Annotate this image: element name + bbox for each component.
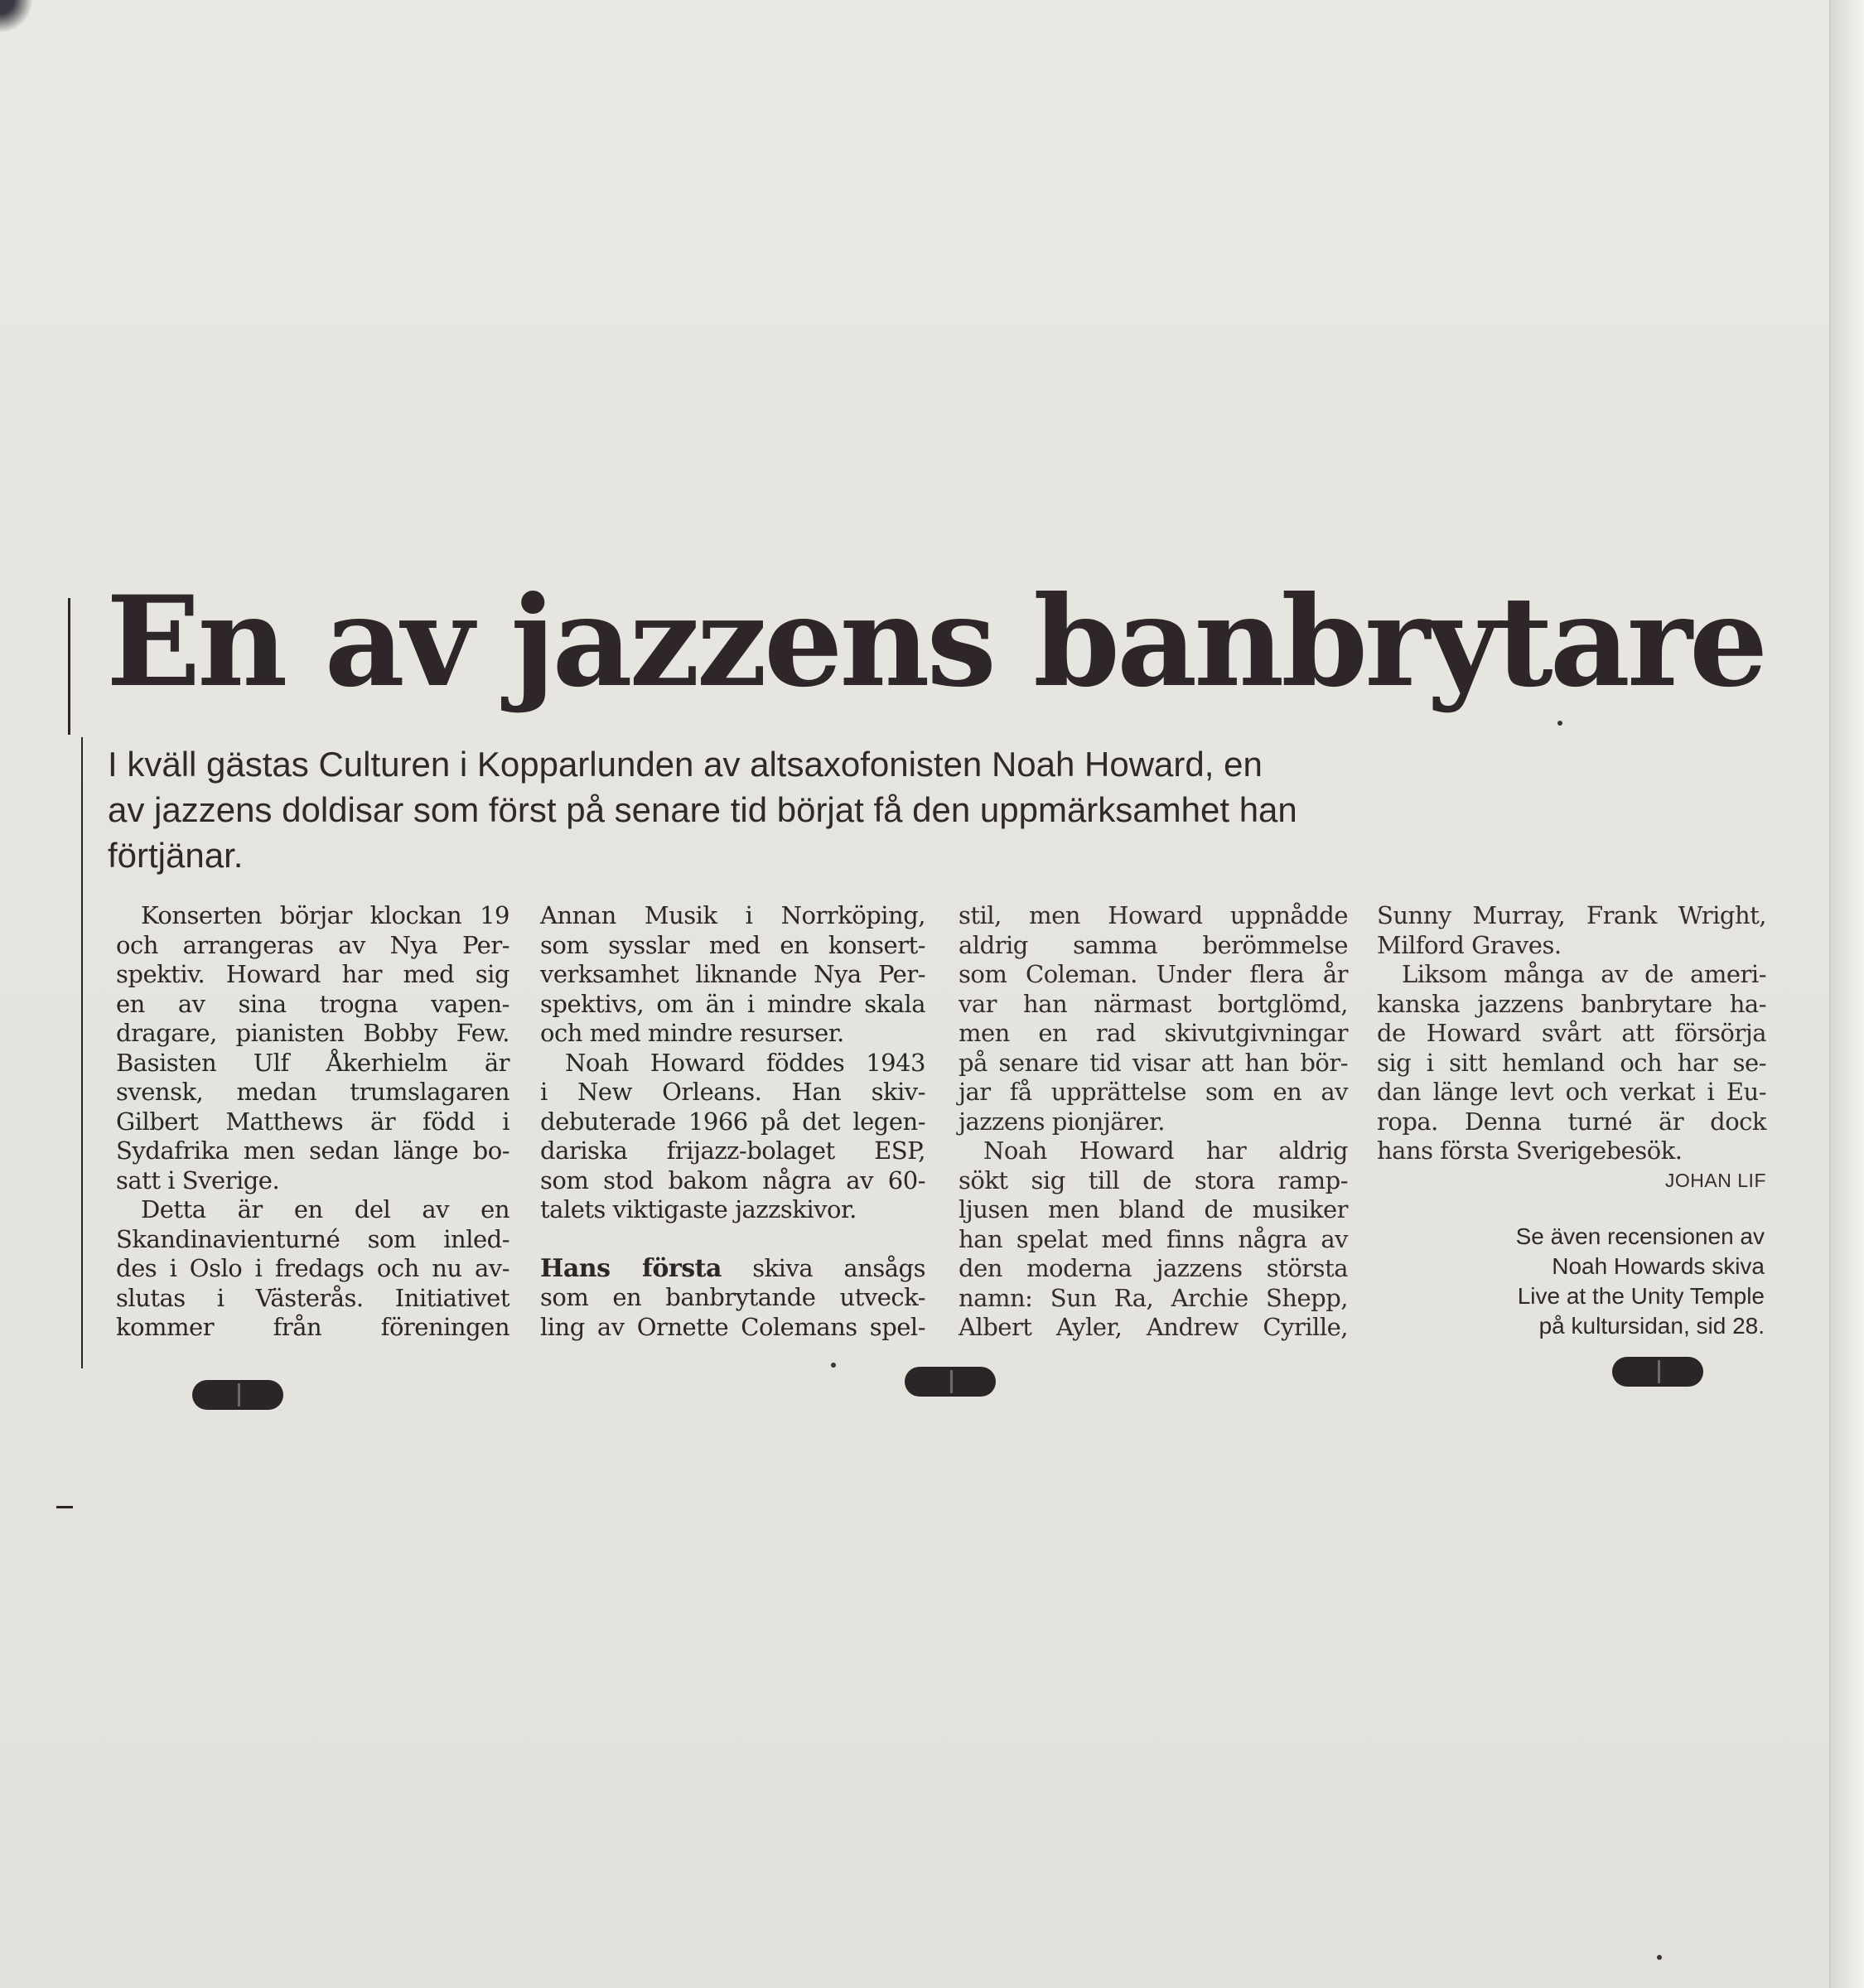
margin-mark [56, 1506, 73, 1508]
page-edge [1829, 0, 1864, 1988]
text-line: hans första Sverigebesök. [1377, 1136, 1683, 1165]
text-line: Sunny Murray, Frank Wright, [1377, 901, 1766, 929]
text-line: dan länge levt och verkat i Eu- [1377, 1078, 1766, 1106]
article-column-4 [1377, 901, 1766, 1195]
note-line: Live at the Unity Temple [1517, 1283, 1765, 1309]
text-line: stil, men Howard uppnådde [959, 901, 1348, 929]
text-line: Annan Musik i Norrköping, [540, 901, 925, 929]
text-line: de Howard svårt att försörja [1377, 1019, 1766, 1047]
text-line: Sydafrika men sedan länge bo- [116, 1136, 509, 1165]
text-line: sökt sig till de stora ramp- [959, 1165, 1348, 1194]
text-line: Detta är en del av en [141, 1195, 509, 1223]
text-line: som sysslar med en konsert- [540, 930, 925, 959]
text-line: debuterade 1966 på det legen- [540, 1107, 925, 1136]
column-end-mark [192, 1380, 283, 1410]
article-column-1 [116, 901, 509, 1343]
text-line: slutas i Västerås. Initiativet [116, 1283, 509, 1312]
text-line: och med mindre resurser. [540, 1019, 844, 1047]
lede-line: förtjänar. [108, 836, 244, 875]
text-line: ljusen men bland de musiker [959, 1195, 1348, 1223]
text-line: som stod bakom några av 60- [540, 1165, 925, 1194]
text-line: var han närmast bortglömd, [959, 989, 1348, 1018]
text-line: ling av Ornette Colemans spel- [540, 1312, 925, 1341]
text-line: Albert Ayler, Andrew Cyrille, [959, 1313, 1348, 1341]
column-rule [81, 737, 83, 1368]
text-line: Gilbert Matthews är född i [116, 1107, 509, 1136]
text-line: Liksom många av de ameri- [1402, 960, 1766, 988]
text-line: en av sina trogna vapen- [116, 989, 509, 1018]
text-line: Noah Howard föddes 1943 [565, 1048, 925, 1077]
text-line: kanska jazzens banbrytare ha- [1377, 989, 1766, 1018]
note-line: Noah Howards skiva [1552, 1253, 1765, 1279]
text-line: Konserten börjar klockan 19 [141, 901, 509, 929]
text-line: verksamhet liknande Nya Per- [540, 960, 925, 988]
subhead: Hans första [540, 1253, 722, 1283]
headline: En av jazzens banbrytare [106, 569, 1765, 715]
print-speck [1557, 721, 1562, 726]
text-line: som en banbrytande utveck- [540, 1283, 925, 1311]
print-speck [1657, 1955, 1662, 1960]
text-line: den moderna jazzens största [959, 1254, 1348, 1282]
text-line: Noah Howard har aldrig [983, 1136, 1348, 1165]
text-line: dariska frijazz-bolaget ESP, [540, 1136, 925, 1165]
text-line: satt i Sverige. [116, 1165, 280, 1194]
blank-line [540, 1225, 925, 1254]
text-line: och arrangeras av Nya Per- [116, 930, 509, 959]
text-line [540, 1254, 925, 1284]
text-line: spektiv. Howard har med sig [116, 960, 509, 988]
review-reference-note [1408, 1222, 1765, 1341]
column-end-mark [1612, 1357, 1703, 1387]
text-line: namn: Sun Ra, Archie Shepp, [959, 1283, 1348, 1312]
text-line: spektivs, om än i mindre skala [540, 989, 925, 1018]
text-line: i New Orleans. Han skiv- [540, 1078, 925, 1106]
text-line: ropa. Denna turné är dock [1377, 1107, 1766, 1136]
headline-rule [68, 598, 70, 735]
text-line: sig i sitt hemland och har se- [1377, 1048, 1766, 1077]
lede-paragraph [108, 741, 1516, 878]
text-line: jazzens pionjärer. [959, 1107, 1165, 1136]
article-column-3 [959, 901, 1348, 1343]
text-line: men en rad skivutgivningar [959, 1019, 1348, 1047]
text-line: des i Oslo i fredags och nu av- [116, 1254, 509, 1282]
text-line: svensk, medan trumslagaren [116, 1078, 509, 1106]
text-line: han spelat med finns några av [959, 1224, 1348, 1253]
note-line: Se även recensionen av [1515, 1223, 1765, 1249]
print-speck [831, 1363, 836, 1368]
text-line: Basisten Ulf Åkerhielm är [116, 1048, 509, 1077]
text-line: aldrig samma berömmelse [959, 930, 1348, 959]
lede-line: I kväll gästas Culturen i Kopparlunden av altsaxofonisten Noah Howard, en [108, 745, 1263, 784]
text-line: kommer från föreningen [116, 1313, 509, 1341]
byline: JOHAN LIF [1664, 1169, 1766, 1191]
text-line: talets viktigaste jazzskivor. [540, 1195, 857, 1223]
corner-shadow [0, 0, 33, 33]
text-line: på senare tid visar att han bör- [959, 1048, 1348, 1077]
subhead-continuation: skiva ansågs [752, 1253, 925, 1282]
text-line: som Coleman. Under flera år [959, 960, 1348, 988]
text-line: Skandinavienturné som inled- [116, 1224, 509, 1253]
column-end-mark [905, 1367, 996, 1397]
text-line: jar få upprättelse som en av [959, 1078, 1348, 1106]
text-line: Milford Graves. [1377, 930, 1562, 959]
article-column-2 [540, 901, 925, 1342]
note-line: på kultursidan, sid 28. [1538, 1313, 1765, 1339]
lede-line: av jazzens doldisar som först på senare tid börjat få den uppmärksamhet han [108, 790, 1297, 829]
text-line: dragare, pianisten Bobby Few. [116, 1019, 509, 1047]
